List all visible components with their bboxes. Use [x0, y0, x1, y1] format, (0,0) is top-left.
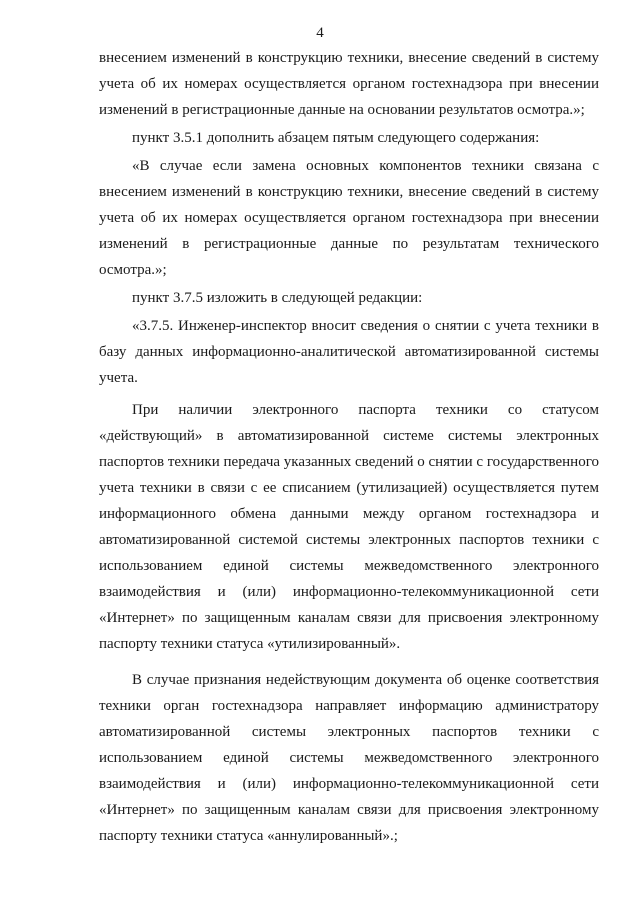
paragraph-quote-components: «В случае если замена основных компонентов техники связана с внесением изменений в конструкцию техники, внесение сведений в систему учета об их номерах осуществляется органом гостехнадзора при внесении изменений в регистрационные данные по результатам технического осмотра.»;	[99, 158, 599, 278]
page-number: 4	[316, 25, 324, 41]
paragraph-continuation: внесением изменений в конструкцию техники, внесение сведений в систему учета об их номерах осуществляется органом гостехнадзора при внесении изменений в регистрационные данные на основании результатов осмотра.»;	[99, 50, 599, 118]
document-body	[99, 45, 599, 849]
paragraph-quote-3-7-5: «3.7.5. Инженер-инспектор вносит сведения о снятии с учета техники в базу данных информационно-аналитической автоматизированной системы учета.	[99, 318, 599, 386]
paragraph-amendment-3-5-1: пункт 3.5.1 дополнить абзацем пятым следующего содержания:	[132, 130, 540, 146]
paragraph-electronic-passport: При наличии электронного паспорта техники со статусом «действующий» в автоматизированной системе системы электронных паспортов техники передача указанных сведений о снятии с государственного учета техники в связи с ее списанием (утилизацией) осуществляется путем информационного обмена данными между органом гостехнадзора и автоматизированной системой системы электронных паспортов техники с использованием единой системы межведомственного электронного взаимодействия и (или) информационно-телекоммуникационной сети «Интернет» по защищенным каналам связи для присвоения электронному паспорту техники статуса «утилизированный».	[99, 402, 599, 652]
paragraph-amendment-3-7-5: пункт 3.7.5 изложить в следующей редакции:	[132, 290, 423, 306]
paragraph-annulled-document: В случае признания недействующим документа об оценке соответствия техники орган гостехнадзора направляет информацию администратору автоматизированной системы электронных паспортов техники с использованием единой системы межведомственного электронного взаимодействия и (или) информационно-телекоммуникационной сети «Интернет» по защищенным каналам связи для присвоения электронному паспорту техники статуса «аннулированный».;	[99, 672, 599, 844]
